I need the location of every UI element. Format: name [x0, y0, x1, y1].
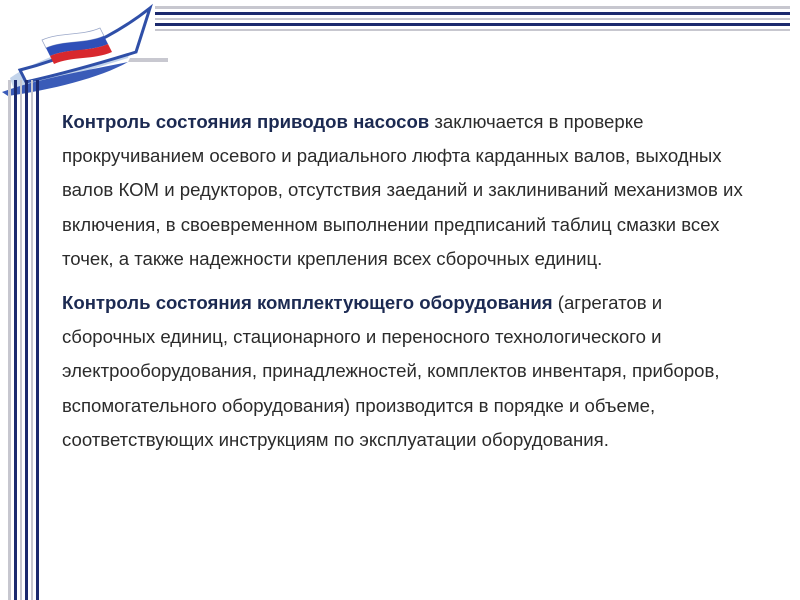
paragraph-heading: Контроль состояния приводов насосов: [62, 111, 430, 132]
decorative-vertical-lines: [0, 80, 60, 600]
paragraph-equipment: [62, 286, 752, 457]
paragraph-text: (агрегатов и сборочных единиц, стационарного и переносного технологического и электрооборудования, принадлежностей, комплектов инвентаря, приборов, вспомогательного оборудования) производится в порядке и объеме, соответствующих инструкциям по эксплуатации оборудования.: [62, 292, 720, 450]
decorative-horizontal-lines: [155, 6, 790, 36]
paragraph-heading: Контроль состояния комплектующего оборудования: [62, 292, 553, 314]
paragraph-text: заключается в проверке прокручиванием осевого и радиального люфта карданных валов, выходных валов КОМ и редукторов, отсутствия заеданий и заклиниваний механизмов их включения, в своевременном выполнении предписаний таблиц смазки всех точек, а также надежности крепления всех сборочных единиц.: [62, 111, 743, 269]
paragraph-pump-drives: [62, 105, 752, 276]
slide-body: [62, 105, 752, 457]
